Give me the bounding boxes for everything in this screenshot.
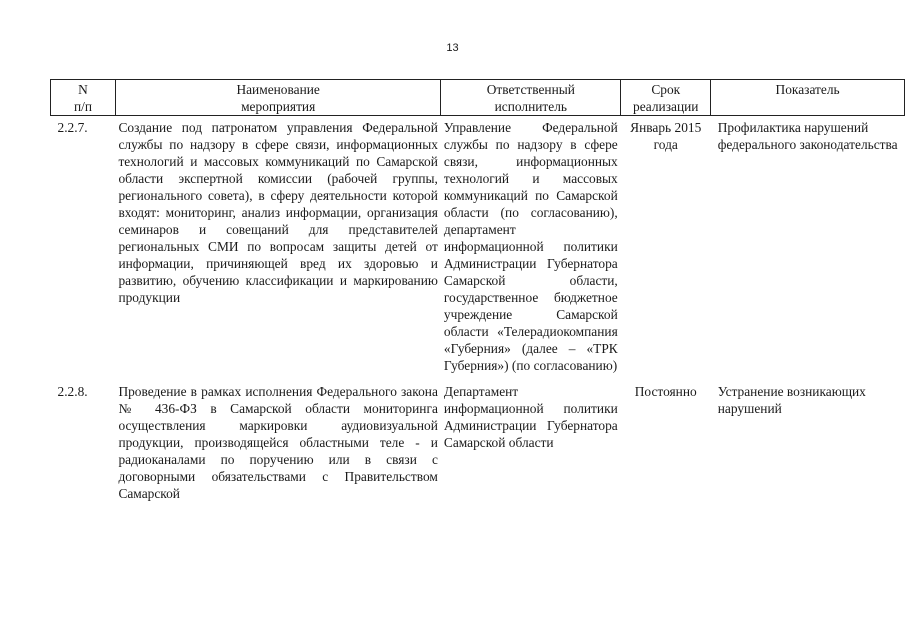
row-activity: Создание под патронатом управления Федеральной службы по надзору в сфере связи, информационных технологий и массовых коммуникаций по Самарской области экспертной комиссии (рабочей группы, регионального совета), в сферу деятельности которой входят: мониторинг, анализ информации, организация семинаров и совещаний для представителей региональных СМИ по вопросам защиты детей от информации, причиняющей вред их здоровью и развитию, обучению классификации и маркированию продукции [118,120,438,305]
row-deadline: Январь 2015 года [630,120,702,152]
row-activity: Проведение в рамках исполнения Федерального закона № 436-ФЗ в Самарской области мониторинга осуществления маркировки аудиовизуальной продукции, производящейся областными теле - и радиоканалами по поручению или в связи с договорными обязательствами с Правительством Самарской [118,384,438,501]
page-number: 13 [446,42,459,54]
row-number: 2.2.7. [57,120,88,135]
row-indicator: Устранение возникающих нарушений [717,384,866,416]
row-executor: Департамент информационной политики Администрации Губернатора Самарской области [443,384,618,450]
header-indicator: Показатель [711,80,905,116]
row-executor: Управление Федеральной службы по надзору в сфере связи, информационных технологий и массовых коммуникаций по Самарской области (по согласованию), департамент информационной политики Администрации Губернатора Самарской области, государственное бюджетное учреждение Самарской области «Телерадиокомпания «Губерния» (далее – «ТРК Губерния») (по согласованию) [443,120,618,373]
header-deadline: Срок реализации [621,80,711,116]
table-header-row [51,80,905,116]
table-row [51,380,905,508]
row-indicator: Профилактика нарушений федерального законодательства [717,120,898,152]
activities-table [50,79,905,508]
header-executor: Ответственный исполнитель [441,80,621,116]
row-number: 2.2.8. [57,384,88,399]
header-number: N п/п [51,80,116,116]
row-deadline: Постоянно [634,384,697,399]
table-row [51,116,905,381]
header-activity: Наименование мероприятия [115,80,440,116]
